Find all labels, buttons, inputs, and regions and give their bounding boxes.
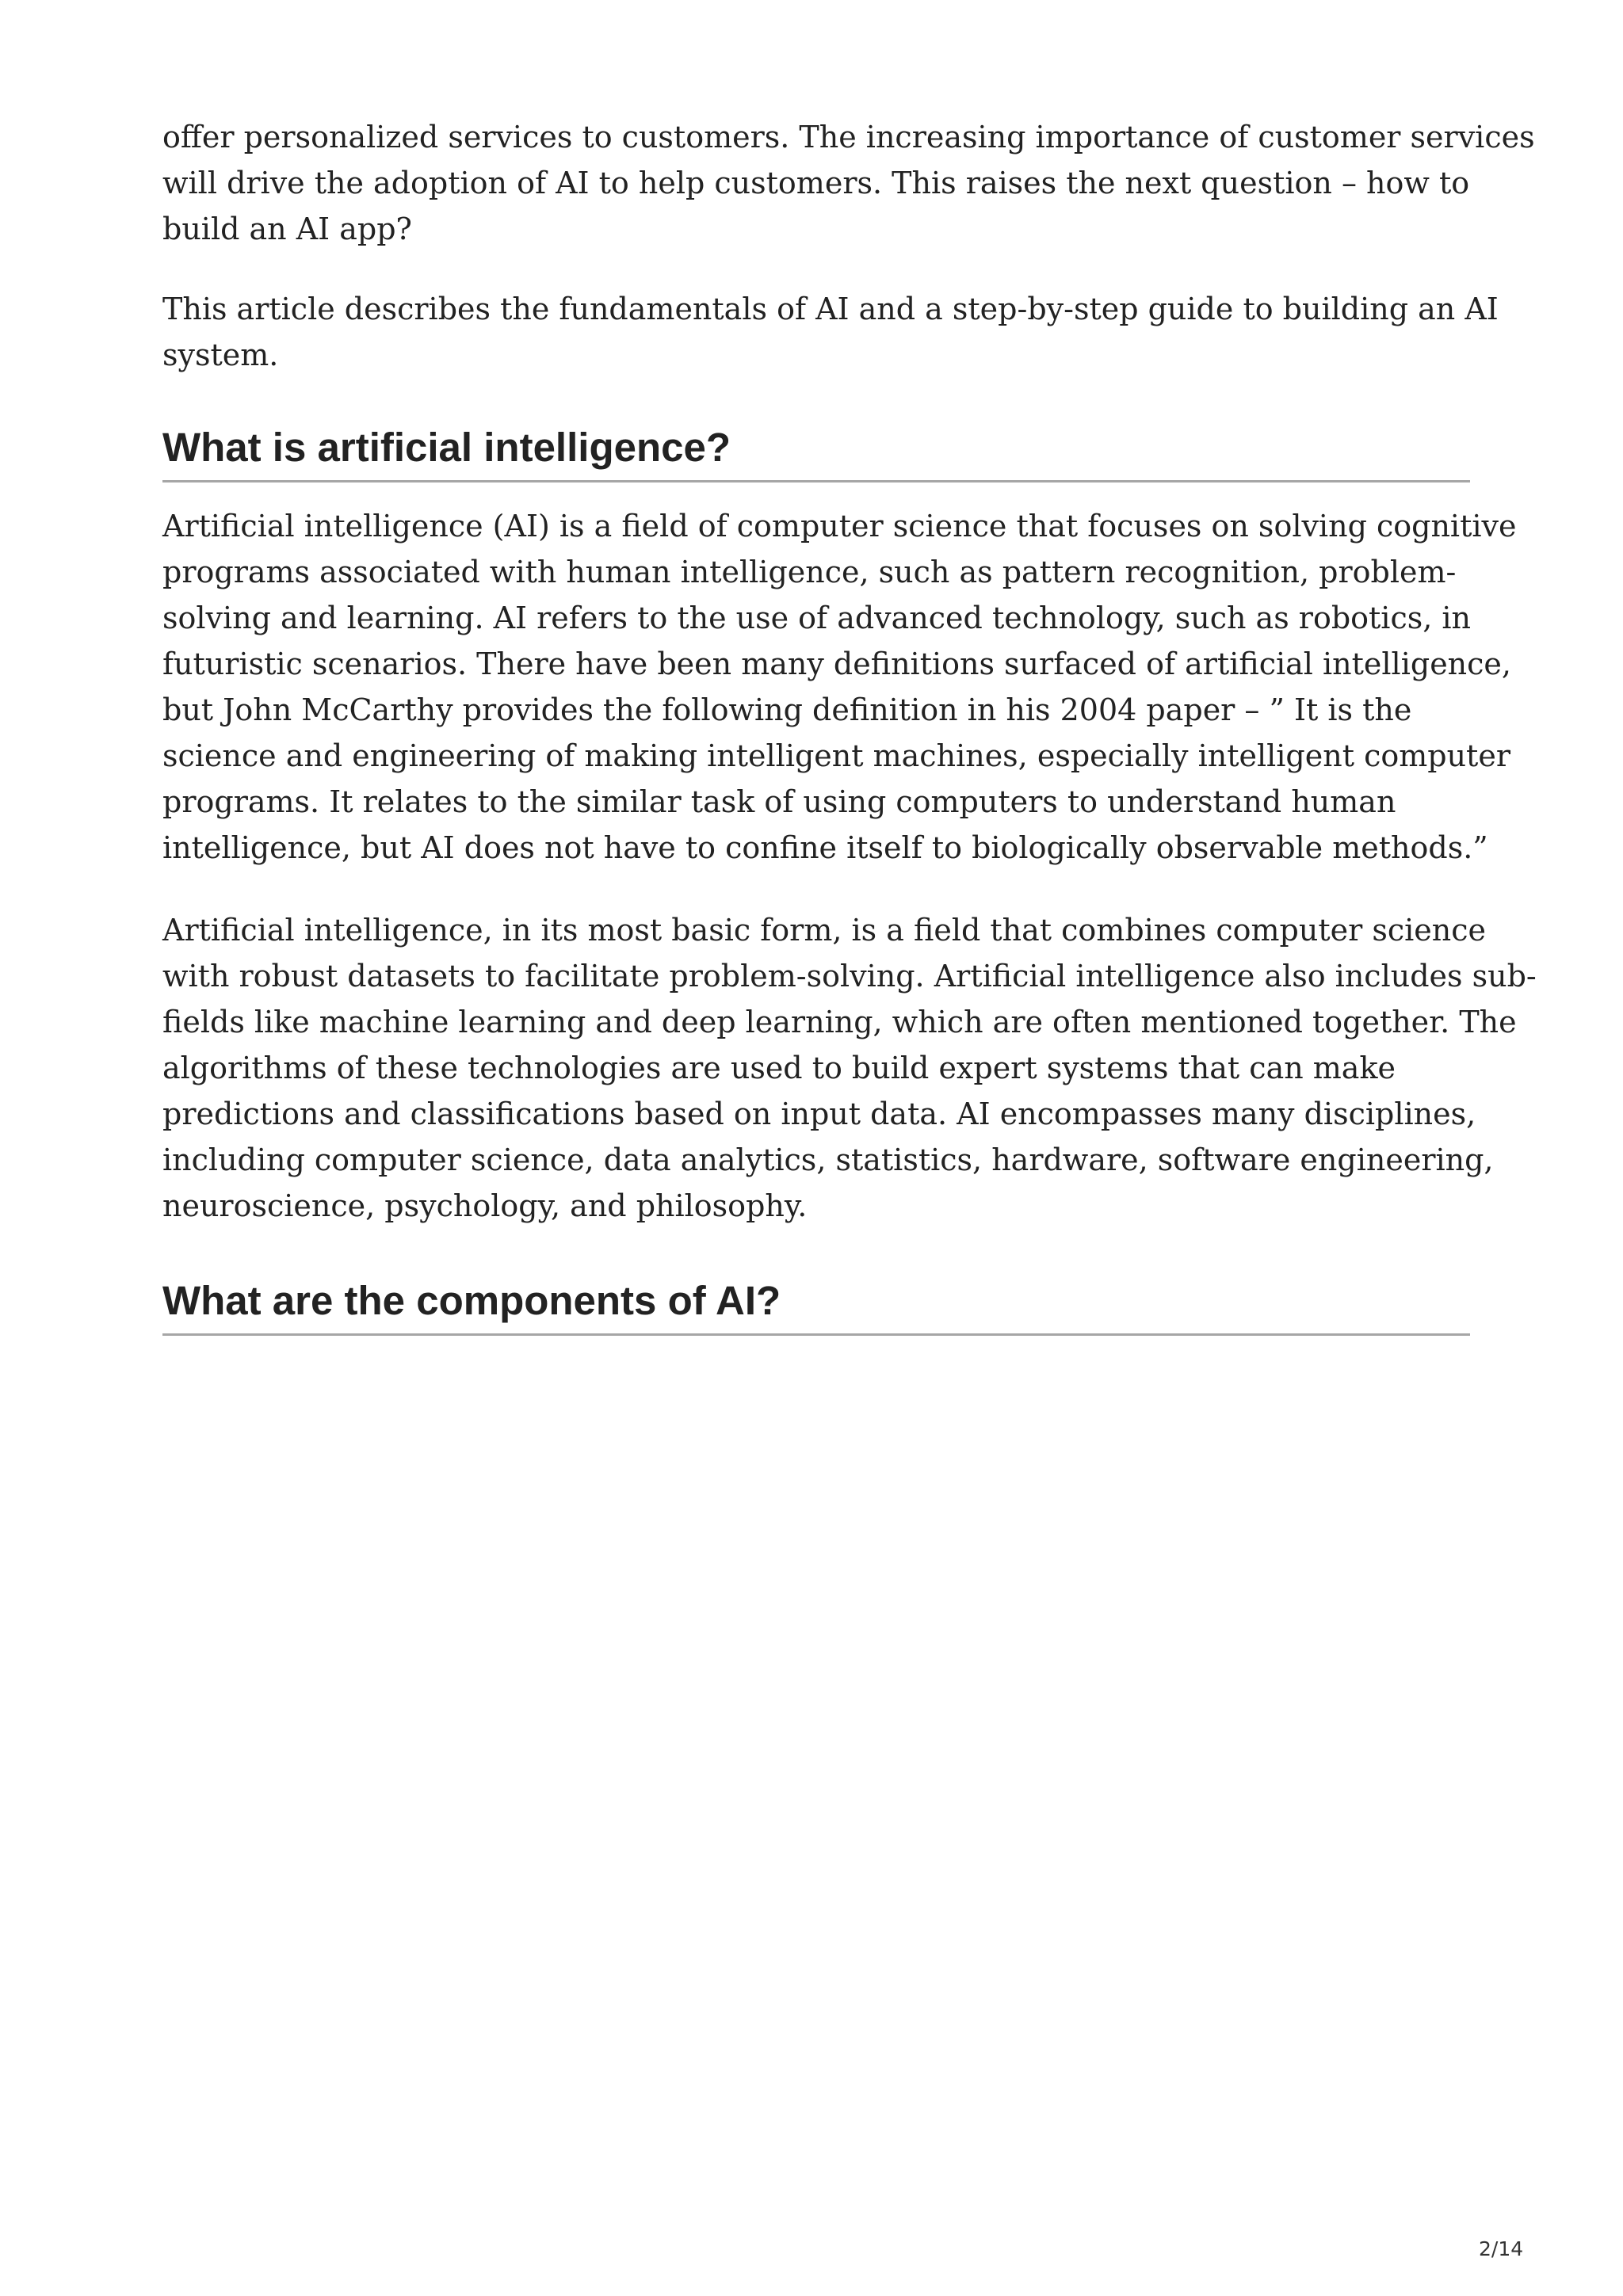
text-line: solving and learning. AI refers to the use of advanced technology, such as robotics, in (162, 601, 1472, 635)
page-number: 2/14 (1479, 2237, 1524, 2260)
text-line: but John McCarthy provides the following definition in his 2004 paper – ” It is the (162, 692, 1412, 727)
text-line: Artificial intelligence, in its most basic form, is a field that combines computer science (162, 913, 1487, 948)
text-line: programs associated with human intelligence, such as pattern recognition, problem- (162, 555, 1457, 589)
text-line: intelligence, but AI does not have to confine itself to biologically observable methods.” (162, 830, 1488, 865)
text-line: predictions and classifications based on input data. AI encompasses many disciplines, (162, 1097, 1476, 1131)
text-line: with robust datasets to facilitate problem-solving. Artificial intelligence also includes sub- (162, 959, 1537, 994)
paragraph-ai-definition (162, 503, 1517, 871)
paragraph-intro-continued (162, 114, 1535, 252)
text-line: Artificial intelligence (AI) is a field of computer science that focuses on solving cognitive (162, 509, 1517, 543)
text-line: science and engineering of making intelligent machines, especially intelligent computer (162, 738, 1510, 773)
text-line: futuristic scenarios. There have been many definitions surfaced of artificial intelligence, (162, 646, 1512, 681)
section-heading-components-of-ai: What are the components of AI? (162, 1277, 1470, 1336)
text-line: This article describes the fundamentals of AI and a step-by-step guide to building an AI (162, 292, 1499, 326)
text-line: neuroscience, psychology, and philosophy. (162, 1188, 808, 1223)
text-line: will drive the adoption of AI to help customers. This raises the next question – how to (162, 166, 1470, 200)
text-line: build an AI app? (162, 212, 412, 246)
text-line: system. (162, 338, 279, 372)
text-line: algorithms of these technologies are used to build expert systems that can make (162, 1051, 1396, 1085)
paragraph-article-scope (162, 286, 1499, 378)
section-heading-what-is-ai: What is artificial intelligence? (162, 424, 1470, 482)
text-line: offer personalized services to customers. The increasing importance of customer services (162, 120, 1535, 154)
text-line: including computer science, data analytics, statistics, hardware, software engineering, (162, 1142, 1494, 1177)
text-line: programs. It relates to the similar task of using computers to understand human (162, 784, 1396, 819)
paragraph-ai-basic-form (162, 907, 1537, 1229)
text-line: fields like machine learning and deep learning, which are often mentioned together. The (162, 1005, 1517, 1039)
